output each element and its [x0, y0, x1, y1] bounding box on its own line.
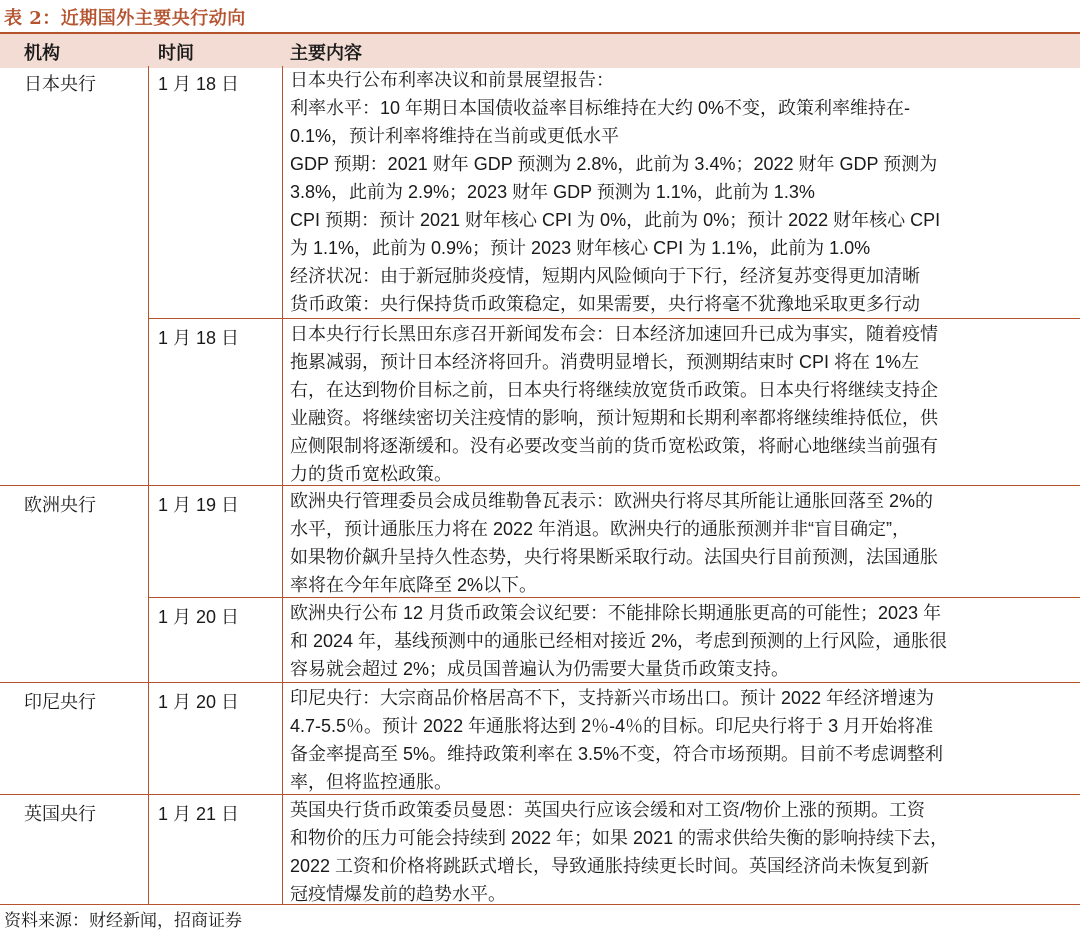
date-cell: 1 月 20 日 [158, 607, 240, 627]
content-line: 备金率提高至 5%。维持政策利率在 3.5%不变，符合市场预期。目前不考虑调整利 [290, 744, 944, 764]
content-line: 和 2024 年，基线预测中的通胀已经相对接近 2%，考虑到预测的上行风险，通胀很 [290, 631, 948, 651]
content-cell [290, 487, 1070, 599]
content-line: 为 1.1%，此前为 0.9%；预计 2023 财年核心 CPI 为 1.1%，此前为 1.0% [290, 238, 871, 258]
content-line: 利率水平：10 年期日本国债收益率目标维持在大约 0%不变，政策利率维持在- [290, 98, 911, 118]
content-line: 容易就会超过 2%；成员国普遍认为仍需要大量货币政策支持。 [290, 659, 790, 679]
row-divider [148, 597, 1080, 598]
content-line: 货币政策：央行保持货币政策稳定，如果需要，央行将毫不犹豫地采取更多行动 [290, 294, 920, 314]
content-line: 印尼央行：大宗商品价格居高不下，支持新兴市场出口。预计 2022 年经济增速为 [290, 688, 935, 708]
content-line: GDP 预期：2021 财年 GDP 预测为 2.8%，此前为 3.4%；2022 财年 GDP 预测为 [290, 154, 938, 174]
header-org: 机构 [24, 43, 60, 63]
content-line: 经济状况：由于新冠肺炎疫情，短期内风险倾向于下行，经济复苏变得更加清晰 [290, 266, 920, 286]
column-divider [282, 66, 283, 904]
row-divider [0, 794, 1080, 795]
org-cell: 英国央行 [24, 804, 96, 824]
date-cell: 1 月 21 日 [158, 804, 240, 824]
content-line: 如果物价飙升呈持久性态势，央行将果断采取行动。法国央行目前预测，法国通胀 [290, 547, 938, 567]
content-line: 欧洲央行管理委员会成员维勒鲁瓦表示：欧洲央行将尽其所能让通胀回落至 2%的 [290, 491, 934, 511]
table-bottom-border [0, 904, 1080, 905]
content-line: 力的货币宽松政策。 [290, 464, 452, 484]
content-line: 3.8%，此前为 2.9%；2023 财年 GDP 预测为 1.1%，此前为 1.3% [290, 182, 815, 202]
date-cell: 1 月 18 日 [158, 328, 240, 348]
content-cell [290, 599, 1070, 683]
org-cell: 日本央行 [24, 74, 96, 94]
content-line: 和物价的压力可能会持续到 2022 年；如果 2021 的需求供给失衡的影响持续下去， [290, 828, 949, 848]
date-cell: 1 月 19 日 [158, 495, 240, 515]
row-divider [148, 318, 1080, 319]
column-divider [148, 66, 149, 904]
row-divider [0, 682, 1080, 683]
content-cell [290, 66, 1070, 318]
content-cell [290, 796, 1070, 908]
content-line: 率，但将监控通胀。 [290, 772, 452, 792]
content-line: 日本央行行长黑田东彦召开新闻发布会：日本经济加速回升已成为事实，随着疫情 [290, 324, 938, 344]
table-header [0, 32, 1080, 68]
content-line: 4.7-5.5％。预计 2022 年通胀将达到 2％-4％的目标。印尼央行将于 3 月开始将准 [290, 716, 934, 736]
header-time: 时间 [158, 43, 194, 63]
content-line: 右，在达到物价目标之前，日本央行将继续放宽货币政策。日本央行将继续支持企 [290, 380, 938, 400]
content-line: 欧洲央行公布 12 月货币政策会议纪要：不能排除长期通胀更高的可能性；2023 年 [290, 603, 942, 623]
content-line: 业融资。将继续密切关注疫情的影响，预计短期和长期利率都将继续维持低位，供 [290, 408, 938, 428]
content-line: CPI 预期：预计 2021 财年核心 CPI 为 0%，此前为 0%；预计 2022 财年核心 CPI [290, 210, 941, 230]
content-line: 水平，预计通胀压力将在 2022 年消退。欧洲央行的通胀预测并非“盲目确定”， [290, 519, 911, 539]
org-cell: 欧洲央行 [24, 495, 96, 515]
content-line: 应侧限制将逐渐缓和。没有必要改变当前的货币宽松政策，将耐心地继续当前强有 [290, 436, 938, 456]
table-title: 表 2：近期国外主要央行动向 [4, 8, 246, 29]
org-cell: 印尼央行 [24, 692, 96, 712]
content-line: 拖累减弱，预计日本经济将回升。消费明显增长，预测期结束时 CPI 将在 1%左 [290, 352, 920, 372]
content-line: 日本央行公布利率决议和前景展望报告： [290, 70, 614, 90]
date-cell: 1 月 20 日 [158, 692, 240, 712]
content-line: 0.1%，预计利率将维持在当前或更低水平 [290, 126, 620, 146]
date-cell: 1 月 18 日 [158, 74, 240, 94]
content-line: 2022 工资和价格将跳跃式增长，导致通胀持续更长时间。英国经济尚未恢复到新 [290, 856, 930, 876]
content-line: 率将在今年年底降至 2%以下。 [290, 575, 538, 595]
content-line: 冠疫情爆发前的趋势水平。 [290, 884, 506, 904]
source-note: 资料来源：财经新闻，招商证券 [4, 911, 242, 930]
content-line: 英国央行货币政策委员曼恩：英国央行应该会缓和对工资/物价上涨的预期。工资 [290, 800, 925, 820]
content-cell [290, 684, 1070, 796]
header-content: 主要内容 [290, 43, 362, 63]
content-cell [290, 320, 1070, 488]
row-divider [0, 485, 1080, 486]
